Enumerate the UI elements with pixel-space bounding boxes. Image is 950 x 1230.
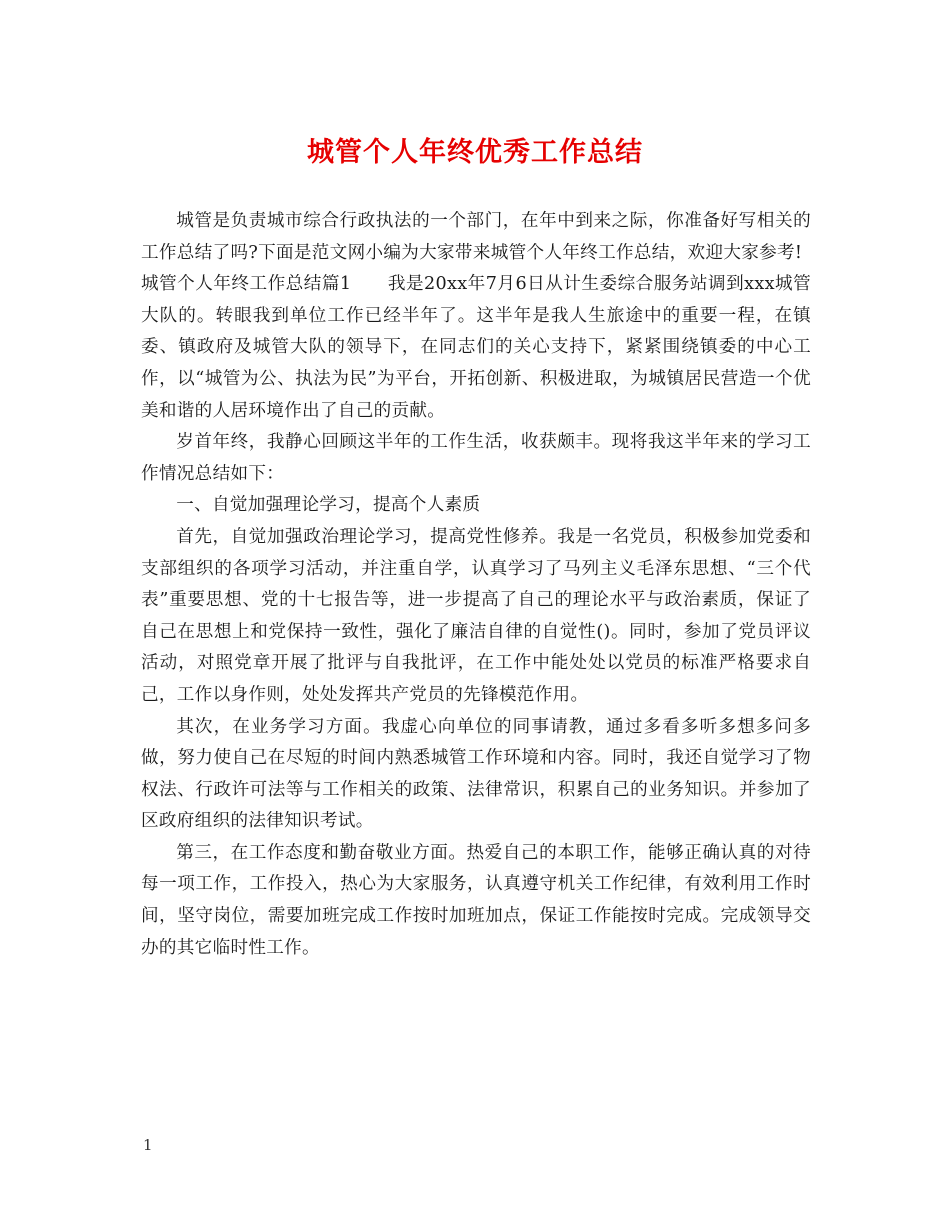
third-point-paragraph: 第三，在工作态度和勤奋敬业方面。热爱自己的本职工作，能够正确认真的对待每一项工作，工作投入，热心为大家服务，认真遵守机关工作纪律，有效利用工作时间，坚守岗位，需要加班完成工作按时加班加点，保证工作能按时完成。完成领导交办的其它临时性工作。 [141,842,811,958]
second-point-paragraph: 其次，在业务学习方面。我虚心向单位的同事请教，通过多看多听多想多问多做，努力使自己在尽短的时间内熟悉城管工作环境和内容。同时，我还自觉学习了物权法、行政许可法等与工作相关的政策、法律常识，积累自己的业务知识。并参加了区政府组织的法律知识考试。 [141,716,811,832]
document-body [141,206,811,964]
section-label: 城管个人年终工作总结篇1 [141,274,352,295]
review-paragraph: 岁首年终，我静心回顾这半年的工作生活，收获颇丰。现将我这半年来的学习工作情况总结如下： [141,432,811,484]
section-first-paragraph: 我是20xx年7月6日从计生委综合服务站调到xxx城管大队的。转眼我到单位工作已经半年了。这半年是我人生旅途中的重要一程，在镇委、镇政府及城管大队的领导下，在同志们的关心支持下，紧紧围绕镇委的中心工作，以“城管为公、执法为民”为平台，开拓创新、积极进取，为城镇居民营造一个优美和谐的人居环境作出了自己的贡献。 [141,274,811,421]
first-point-paragraph: 首先，自觉加强政治理论学习，提高党性修养。我是一名党员，积极参加党委和支部组织的各项学习活动，并注重自学，认真学习了马列主义毛泽东思想、“三个代表”重要思想、党的十七报告等，进一步提高了自己的理论水平与政治素质，保证了自己在思想上和党保持一致性，强化了廉洁自律的自觉性()。同时，参加了党员评议活动，对照党章开展了批评与自我批评，在工作中能处处以党员的标准严格要求自己，工作以身作则，处处发挥共产党员的先锋模范作用。 [141,526,811,705]
document-title: 城管个人年终优秀工作总结 [307,137,643,168]
section-paragraph [141,269,811,427]
intro-paragraph: 城管是负责城市综合行政执法的一个部门，在年中到来之际，你准备好写相关的工作总结了吗?下面是范文网小编为大家带来城管个人年终工作总结，欢迎大家参考! [141,211,811,263]
page-number: 1 [143,1136,153,1154]
heading-one: 一、自觉加强理论学习，提高个人素质 [176,495,481,516]
